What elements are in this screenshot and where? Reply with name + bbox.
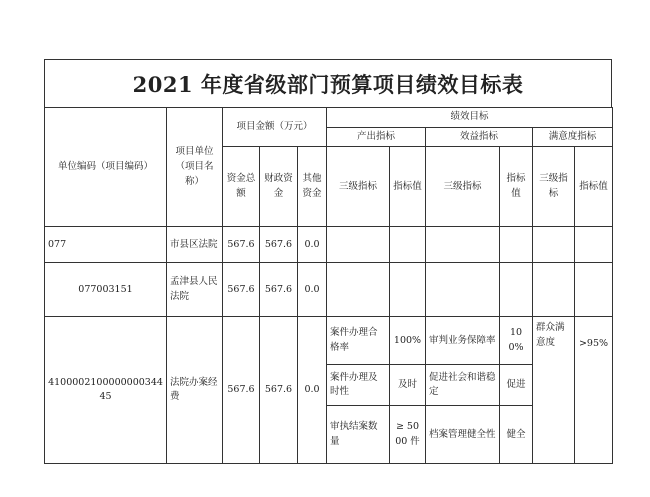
- benefit-indicator-value: 健全: [500, 406, 533, 464]
- header-project-unit: 项目单位（项目名称）: [167, 108, 223, 227]
- empty-cell: [533, 263, 575, 317]
- empty-cell: [327, 227, 390, 263]
- empty-cell: [575, 227, 613, 263]
- header-project-amount: 项目金额（万元）: [223, 108, 327, 147]
- empty-cell: [575, 263, 613, 317]
- empty-cell: [390, 263, 426, 317]
- fund-total-cell: 567.6: [223, 263, 260, 317]
- project-unit-cell: 市县区法院: [167, 227, 223, 263]
- other-fund-cell: 0.0: [298, 317, 327, 464]
- benefit-indicator-value: 100%: [500, 317, 533, 365]
- fiscal-fund-cell: 567.6: [260, 227, 298, 263]
- other-fund-cell: 0.0: [298, 227, 327, 263]
- header-output-value: 指标值: [390, 147, 426, 227]
- output-indicator-value: 100%: [390, 317, 426, 365]
- header-performance-target: 绩效目标: [327, 108, 613, 128]
- header-row-1: [45, 108, 613, 128]
- unit-code-cell: 410000210000000034445: [45, 317, 167, 464]
- header-other-fund: 其他资金: [298, 147, 327, 227]
- project-unit-cell: 孟津县人民法院: [167, 263, 223, 317]
- header-unit-code: 单位编码（项目编码）: [45, 108, 167, 227]
- header-benefit-level3: 三级指标: [426, 147, 500, 227]
- header-satisfaction-level3: 三级指标: [533, 147, 575, 227]
- table-row: [45, 227, 613, 263]
- satisfaction-indicator-name: 群众满意度: [533, 317, 575, 464]
- empty-cell: [533, 227, 575, 263]
- benefit-indicator-name: 促进社会和谐稳定: [426, 365, 500, 406]
- header-output-level3: 三级指标: [327, 147, 390, 227]
- header-satisfaction-value: 指标值: [575, 147, 613, 227]
- output-indicator-value: ≥ 5000 件: [390, 406, 426, 464]
- output-indicator-name: 案件办理合格率: [327, 317, 390, 365]
- empty-cell: [426, 227, 500, 263]
- fiscal-fund-cell: 567.6: [260, 263, 298, 317]
- empty-cell: [327, 263, 390, 317]
- document-title: 2021 年度省级部门预算项目绩效目标表: [44, 59, 612, 107]
- header-output-indicator: 产出指标: [327, 127, 426, 147]
- empty-cell: [500, 263, 533, 317]
- fund-total-cell: 567.6: [223, 317, 260, 464]
- header-benefit-value: 指标值: [500, 147, 533, 227]
- benefit-indicator-value: 促进: [500, 365, 533, 406]
- output-indicator-value: 及时: [390, 365, 426, 406]
- table-row: [45, 317, 613, 365]
- output-indicator-name: 审执结案数量: [327, 406, 390, 464]
- benefit-indicator-name: 审判业务保障率: [426, 317, 500, 365]
- empty-cell: [500, 227, 533, 263]
- header-fund-total: 资金总额: [223, 147, 260, 227]
- fund-total-cell: 567.6: [223, 227, 260, 263]
- header-fiscal-fund: 财政资金: [260, 147, 298, 227]
- project-unit-cell: 法院办案经费: [167, 317, 223, 464]
- benefit-indicator-name: 档案管理健全性: [426, 406, 500, 464]
- performance-target-table: [44, 107, 613, 464]
- fiscal-fund-cell: 567.6: [260, 317, 298, 464]
- empty-cell: [426, 263, 500, 317]
- table-row: [45, 263, 613, 317]
- other-fund-cell: 0.0: [298, 263, 327, 317]
- empty-cell: [390, 227, 426, 263]
- unit-code-cell: 077003151: [45, 263, 167, 317]
- unit-code-cell: 077: [45, 227, 167, 263]
- header-benefit-indicator: 效益指标: [426, 127, 533, 147]
- output-indicator-name: 案件办理及时性: [327, 365, 390, 406]
- satisfaction-indicator-value: >95%: [575, 317, 613, 464]
- header-satisfaction-indicator: 满意度指标: [533, 127, 613, 147]
